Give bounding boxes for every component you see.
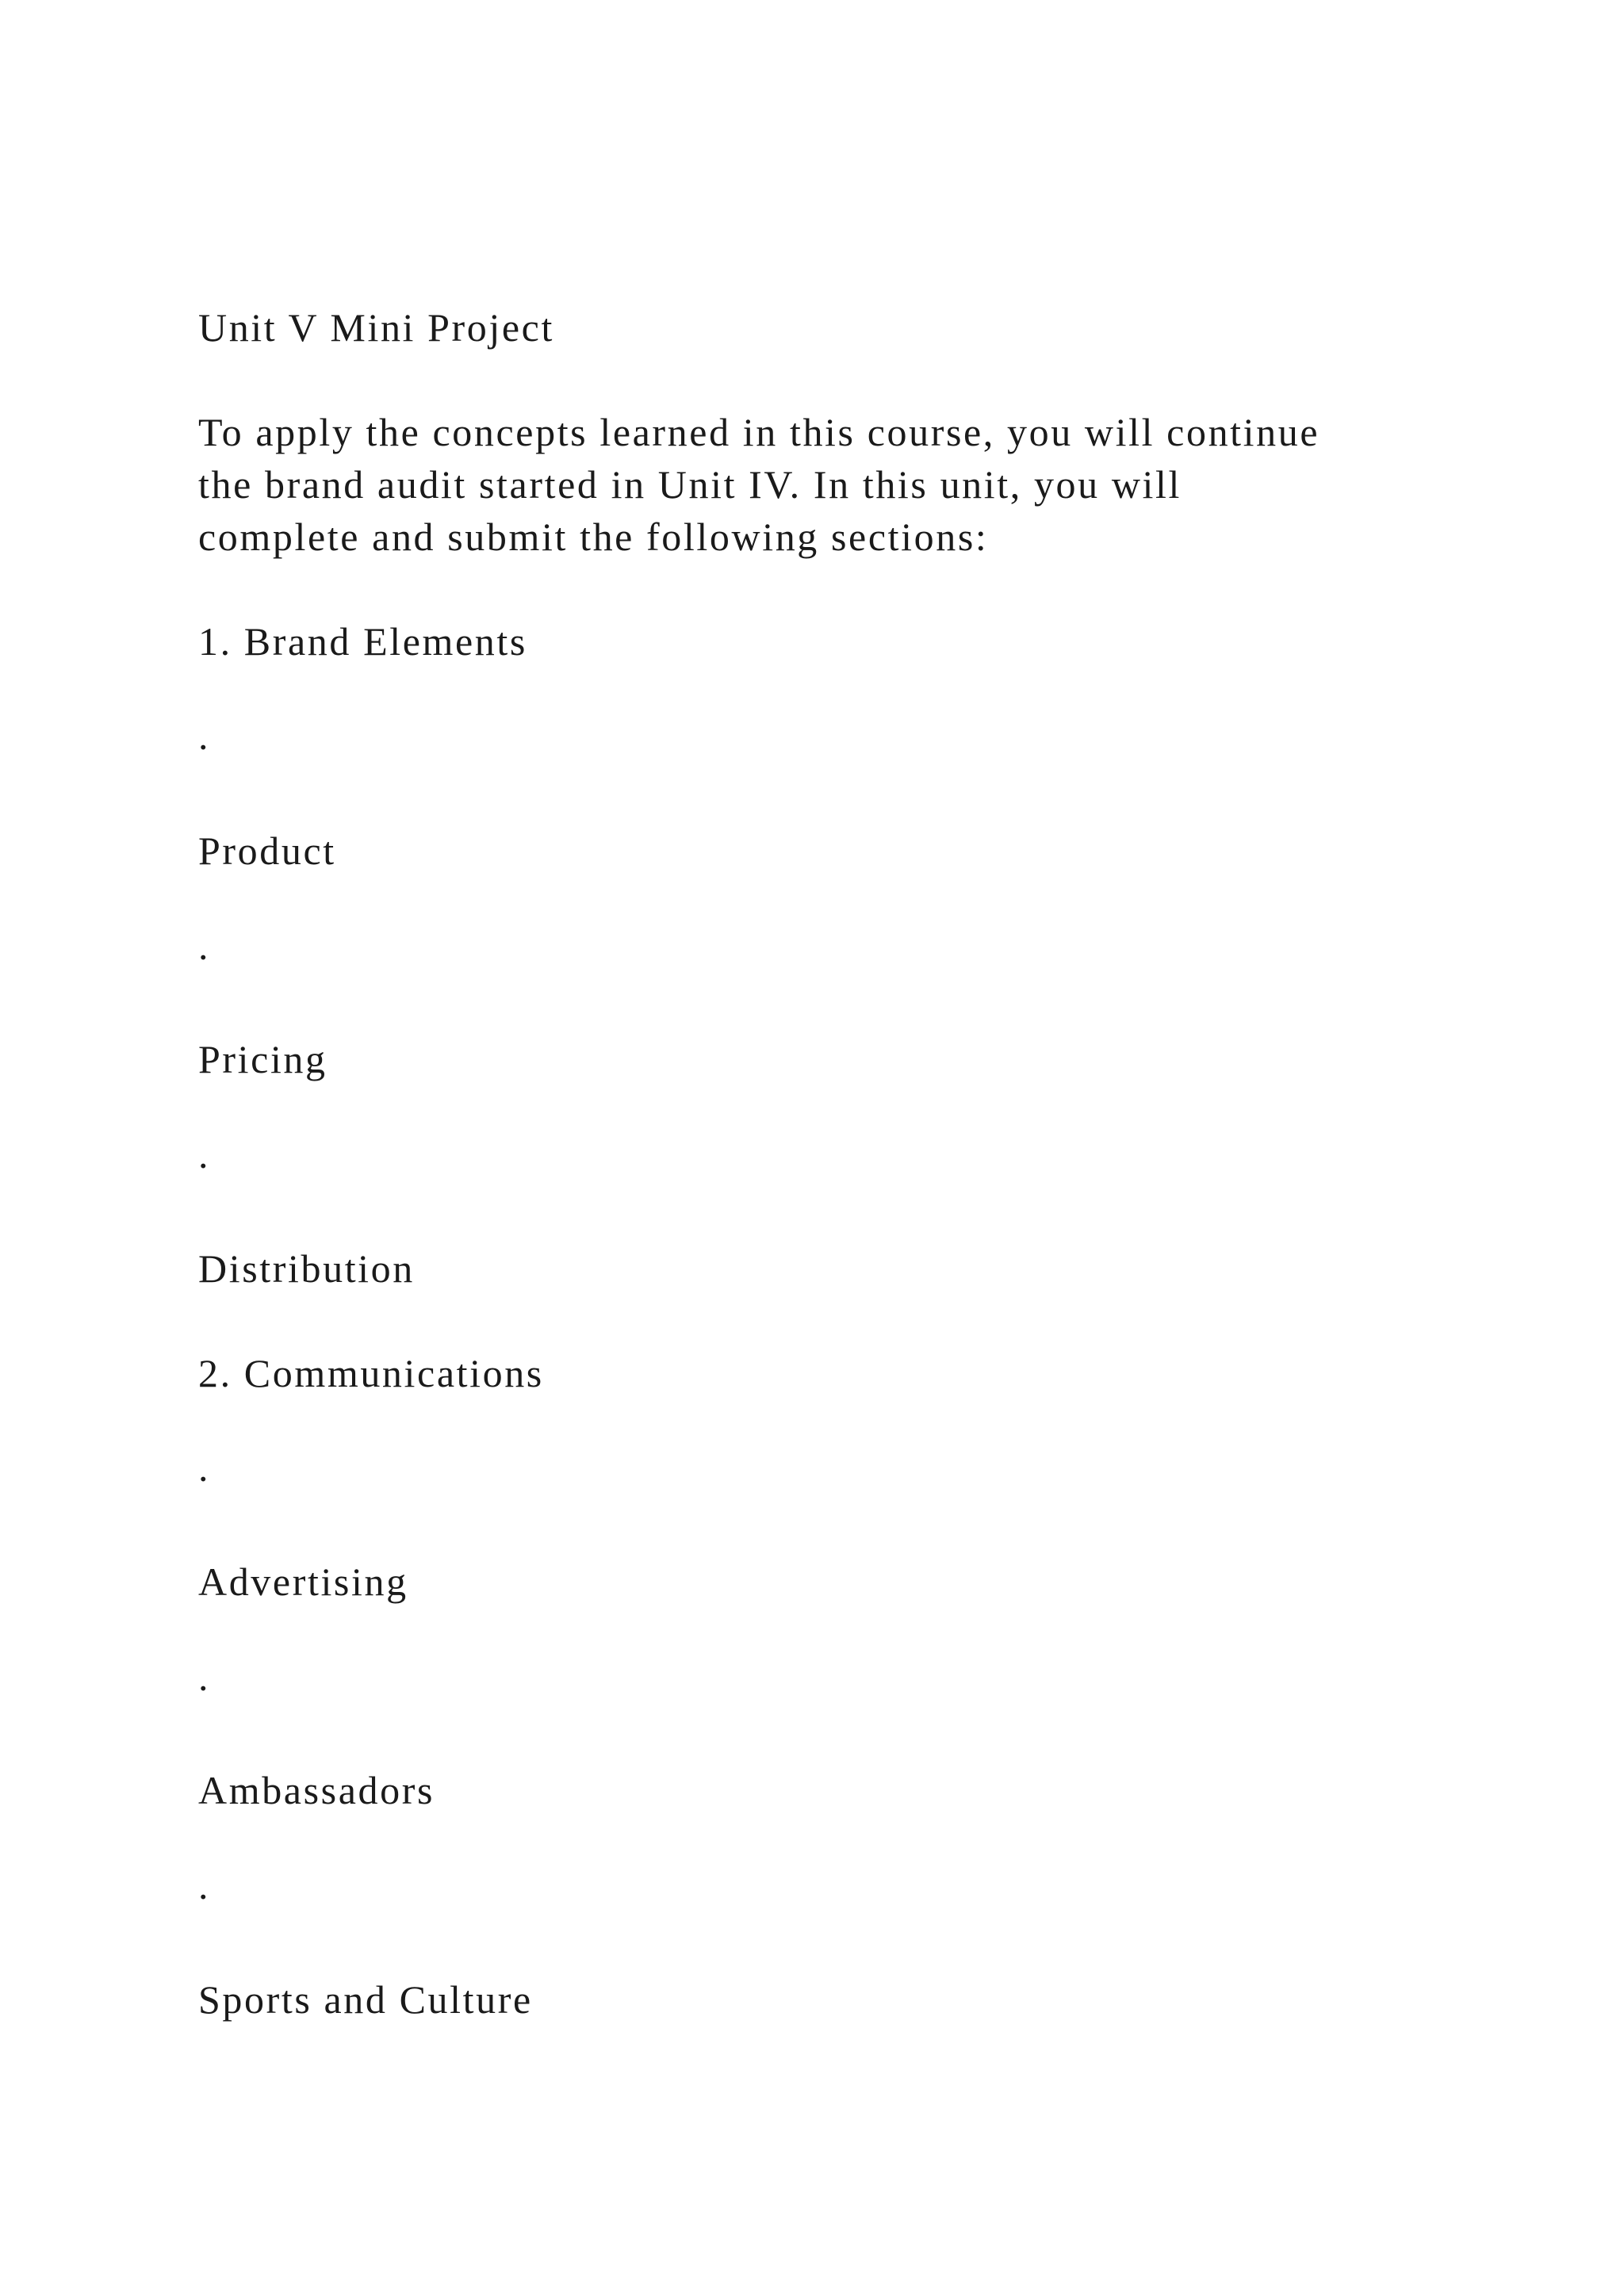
list-item-distribution: Distribution — [198, 1246, 415, 1291]
list-item-sports-and-culture: Sports and Culture — [198, 1977, 533, 2022]
list-item-product: Product — [198, 828, 336, 873]
list-item-advertising: Advertising — [198, 1559, 408, 1604]
intro-line: the brand audit started in Unit IV. In this unit, you will — [198, 462, 1182, 507]
bullet-marker: . — [198, 1655, 211, 1699]
list-item-ambassadors: Ambassadors — [198, 1768, 435, 1812]
document-title: Unit V Mini Project — [198, 305, 554, 350]
bullet-marker: . — [198, 1445, 211, 1490]
intro-paragraph — [198, 406, 1320, 563]
intro-line: To apply the concepts learned in this course, you will continue — [198, 410, 1320, 454]
list-item-pricing: Pricing — [198, 1037, 327, 1081]
bullet-marker: . — [198, 924, 211, 968]
intro-line: complete and submit the following sections: — [198, 515, 989, 559]
bullet-marker: . — [198, 1863, 211, 1908]
section-heading-communications: 2. Communications — [198, 1351, 544, 1395]
section-heading-brand-elements: 1. Brand Elements — [198, 619, 527, 664]
bullet-marker: . — [198, 1132, 211, 1177]
bullet-marker: . — [198, 714, 211, 758]
